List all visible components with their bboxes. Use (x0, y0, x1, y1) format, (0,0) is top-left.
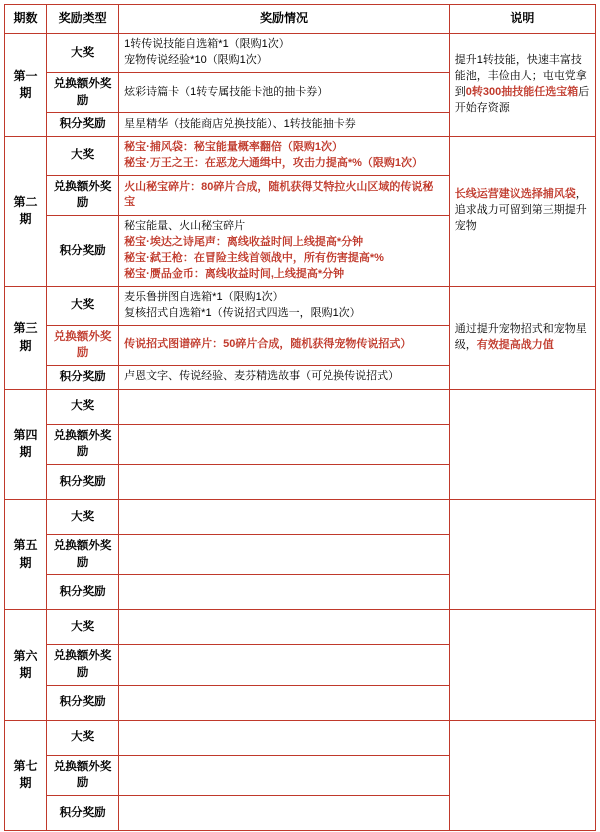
reward-type-points-7: 积分奖励 (47, 796, 119, 831)
reward-type-points-2: 积分奖励 (47, 216, 119, 287)
reward-type-exchange-4: 兑换额外奖励 (47, 424, 119, 464)
reward-detail-points-1: 星星精华（技能商店兑换技能）、1转技能抽卡券 (119, 113, 450, 137)
reward-type-exchange-2: 兑换额外奖励 (47, 175, 119, 215)
detail-line: 宠物传说经验*10（限购1次） (124, 53, 268, 66)
period-label-7: 第七期 (5, 720, 47, 830)
table-header-row (5, 5, 596, 34)
period-label-4: 第四期 (5, 389, 47, 499)
reward-detail-points-6 (119, 685, 450, 720)
reward-detail-exchange-2 (119, 175, 450, 215)
reward-detail-grand-4 (119, 389, 450, 424)
reward-detail-grand-2 (119, 136, 450, 175)
reward-detail-exchange-4 (119, 424, 450, 464)
reward-type-grand-5: 大奖 (47, 500, 119, 535)
detail-line (124, 267, 444, 283)
period-label-1: 第一期 (5, 34, 47, 137)
reward-detail-exchange-5 (119, 535, 450, 575)
reward-detail-grand-7 (119, 720, 450, 755)
note-cell-6 (449, 610, 595, 720)
reward-type-grand-6: 大奖 (47, 610, 119, 645)
note-cell-5 (449, 500, 595, 610)
reward-detail-exchange-6 (119, 645, 450, 685)
reward-type-grand-2: 大奖 (47, 136, 119, 175)
detail-line-highlight: 秘宝·捕风袋：秘宝能量概率翻倍（限购1次） (124, 140, 343, 153)
detail-line-highlight: 秘宝·弑王枪：在冒险主线首领战中，所有伤害提高*% (124, 251, 384, 264)
reward-type-exchange-5: 兑换额外奖励 (47, 535, 119, 575)
reward-detail-points-7 (119, 796, 450, 831)
reward-detail-exchange-7 (119, 755, 450, 795)
note-cell-3 (449, 286, 595, 389)
detail-line-highlight: 秘宝·埃达之诗尾声：离线收益时间上线提高*分钟 (124, 236, 364, 249)
detail-line (124, 156, 444, 172)
note-text-2: 后开始存资源 (454, 85, 590, 114)
note-cell-1 (449, 34, 595, 137)
header-reward-detail: 奖励情况 (119, 5, 450, 34)
reward-detail-exchange-1: 炫彩诗篇卡（1转专属技能卡池的抽卡券） (119, 72, 450, 112)
detail-line-highlight: 火山秘宝碎片：80碎片合成，随机获得艾特拉火山区域的传说秘宝 (124, 180, 434, 209)
reward-detail-points-4 (119, 465, 450, 500)
header-note: 说明 (449, 5, 595, 34)
reward-type-exchange-6: 兑换额外奖励 (47, 645, 119, 685)
note-highlight: 0转300抽技能任选宝箱 (465, 85, 579, 98)
period-label-5: 第五期 (5, 500, 47, 610)
reward-detail-points-2 (119, 216, 450, 287)
reward-type-label: 兑换额外奖励 (53, 330, 112, 360)
header-period: 期数 (5, 5, 47, 34)
detail-line: 复核招式自选箱*1（传说招式四选一，限购1次） (124, 306, 361, 319)
table-row (5, 720, 596, 755)
reward-type-points-5: 积分奖励 (47, 575, 119, 610)
note-highlight: 有效提高战力值 (476, 338, 554, 351)
reward-type-points-3: 积分奖励 (47, 366, 119, 390)
reward-detail-grand-3 (119, 286, 450, 325)
reward-detail-points-5 (119, 575, 450, 610)
detail-line (124, 140, 444, 156)
reward-type-grand-7: 大奖 (47, 720, 119, 755)
reward-type-grand-1: 大奖 (47, 34, 119, 73)
note-cell-4 (449, 389, 595, 499)
reward-detail-points-3: 卢恩文字、传说经验、麦芬精选故事（可兑换传说招式） (119, 366, 450, 390)
reward-detail-exchange-3 (119, 325, 450, 365)
reward-type-grand-4: 大奖 (47, 389, 119, 424)
reward-type-grand-3: 大奖 (47, 286, 119, 325)
period-label-6: 第六期 (5, 610, 47, 720)
table-row (5, 500, 596, 535)
detail-line-highlight: 秘宝·万王之王：在恶龙大通缉中，攻击力提高*%（限购1次） (124, 156, 424, 169)
reward-schedule-table (4, 4, 596, 831)
table-row (5, 286, 596, 325)
note-highlight: 长线运营建议选择捕风袋 (454, 188, 576, 201)
reward-detail-grand-6 (119, 610, 450, 645)
reward-type-exchange-1: 兑换额外奖励 (47, 72, 119, 112)
table-row (5, 389, 596, 424)
table-row (5, 610, 596, 645)
note-text: 通过提升宠物招式和宠物星级， (454, 322, 587, 351)
table-row (5, 34, 596, 73)
detail-line: 麦乐鲁拼图自选箱*1（限购1次） (124, 290, 284, 303)
reward-type-points-6: 积分奖励 (47, 685, 119, 720)
note-cell-2 (449, 136, 595, 286)
detail-line (124, 251, 444, 267)
table-row (5, 136, 596, 175)
detail-line: 秘宝能量、火山秘宝碎片 (124, 220, 246, 233)
period-label-2: 第二期 (5, 136, 47, 286)
reward-type-exchange-7: 兑换额外奖励 (47, 755, 119, 795)
note-cell-7 (449, 720, 595, 830)
reward-detail-grand-5 (119, 500, 450, 535)
header-reward-type: 奖励类型 (47, 5, 119, 34)
detail-line-highlight: 传说招式图谱碎片：50碎片合成，随机获得宠物传说招式） (124, 338, 412, 351)
period-label-3: 第三期 (5, 286, 47, 389)
note-text: 提升1转技能，快速丰富技能池，丰俭由人；屯屯党拿到 (454, 54, 587, 98)
reward-type-points-1: 积分奖励 (47, 113, 119, 137)
reward-detail-grand-1 (119, 34, 450, 73)
note-text-2: ，追求战力可留到第三期提升宠物 (454, 188, 587, 233)
detail-line (124, 235, 444, 251)
reward-type-points-4: 积分奖励 (47, 465, 119, 500)
detail-line-highlight: 秘宝·赝品金币：离线收益时间,上线提高*分钟 (124, 267, 345, 280)
detail-line: 1转传说技能自选箱*1（限购1次） (124, 38, 290, 50)
reward-type-exchange-3 (47, 325, 119, 365)
